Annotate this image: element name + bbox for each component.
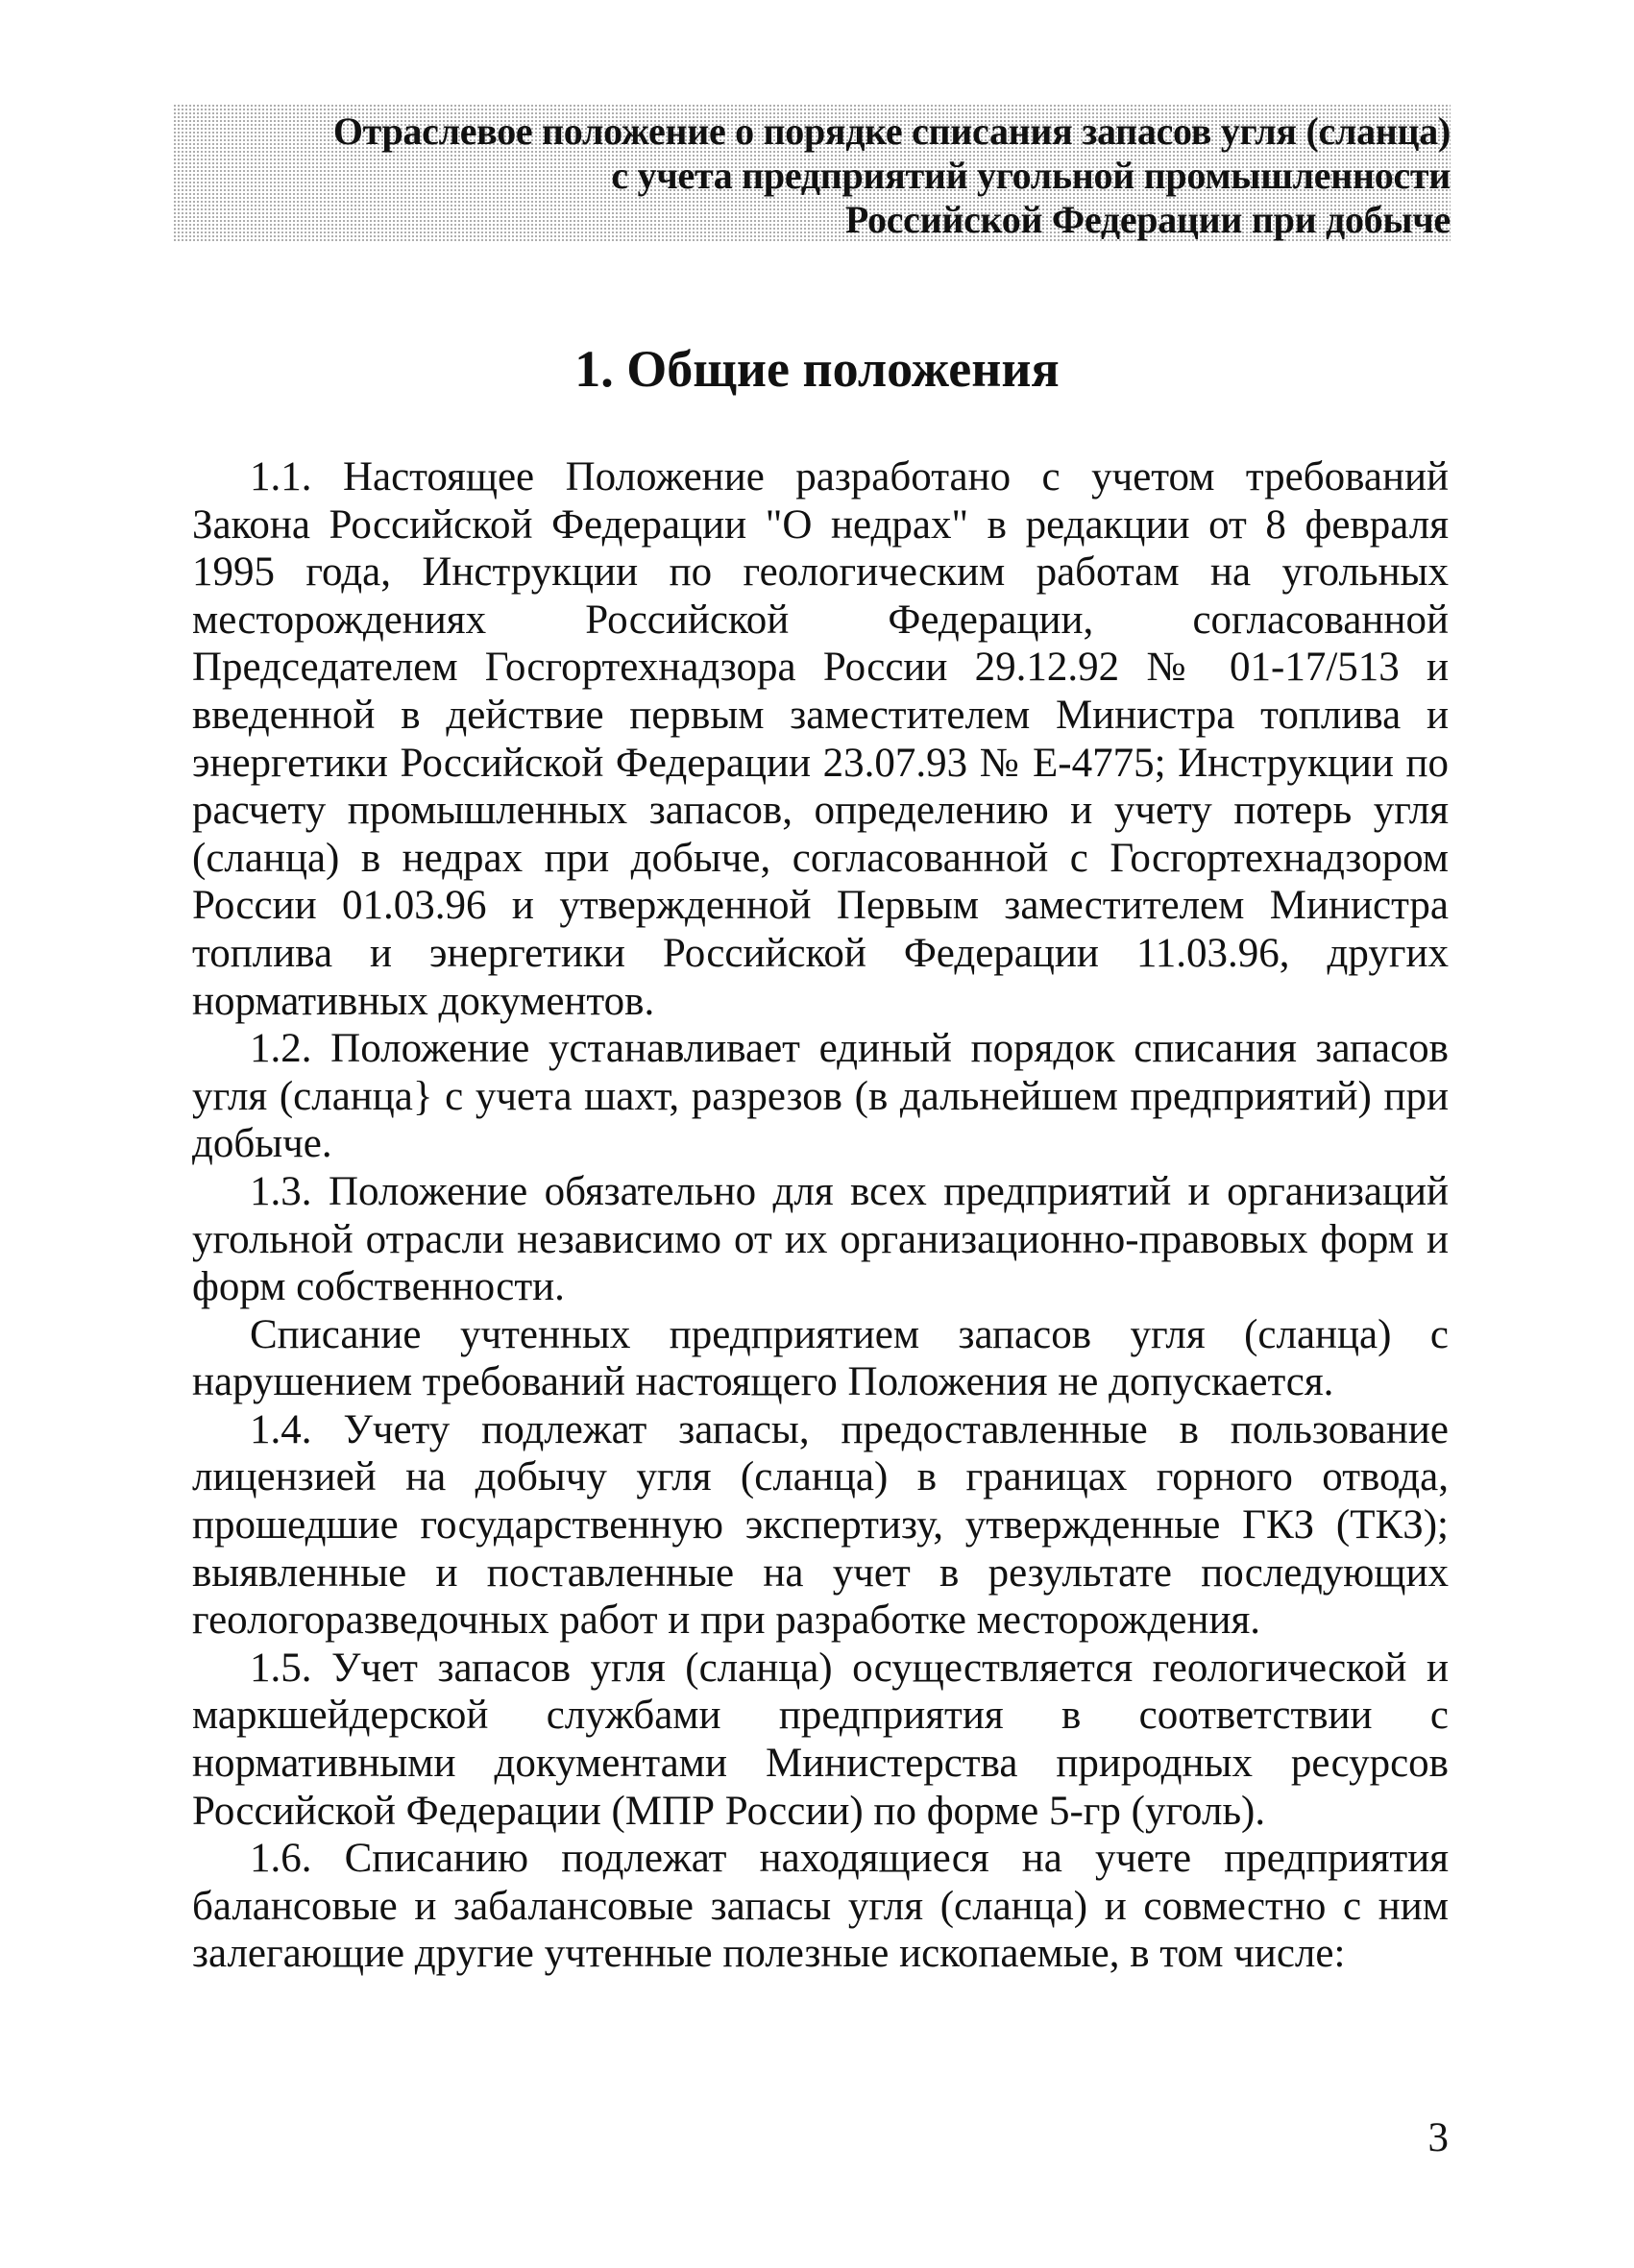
running-header-line-1: Отраслевое положение о порядке списания запасов угля (сланца) — [332, 110, 1451, 153]
running-header-line-3: Российской Федерации при добыче — [844, 198, 1451, 241]
paragraph-1-2: 1.2. Положение устанавливает единый порядок списания запасов угля (сланца} с учета шахт, разрезов (в дальнейшем предприятий) при добыче. — [192, 1026, 1449, 1167]
section-title: 1. Общие положения — [574, 340, 1060, 398]
paragraph-1-3-note: Списание учтенных предприятием запасов угля (сланца) с нарушением требований настоящего Положения не допускается. — [192, 1311, 1449, 1405]
paragraph-1-4: 1.4. Учету подлежат запасы, предоставленные в пользование лицензией на добычу угля (сланца) в границах горного отвода, прошедшие государственную экспертизу, утвержденные ГКЗ (ТКЗ); выявленные и поставленные на учет в результате последующих геологоразведочных работ и при разработке месторождения. — [192, 1406, 1449, 1644]
page-number: 3 — [1427, 2115, 1449, 2160]
running-header — [173, 104, 1451, 243]
running-header-line-2: с учета предприятий угольной промышленности — [611, 154, 1451, 197]
paragraph-1-5: 1.5. Учет запасов угля (сланца) осуществляется геологической и маркшейдерской службами предприятия в соответствии с нормативными документами Министерства природных ресурсов Российской Федерации (МПР России) по форме 5-гр (уголь). — [192, 1645, 1449, 1834]
paragraph-1-1: 1.1. Настоящее Положение разработано с учетом требований Закона Российской Федерации "О недрах" в редакции от 8 февраля 1995 года, Инструкции по геологическим работам на угольных месторождениях Российской Федерации, согласованной Председателем Госгортехнадзора России 29.12.92 № 01-17/513 и введенной в действие первым заместителем Министра топлива и энергетики Российской Федерации 23.07.93 № Е-4775; Инструкции по расчету промышленных запасов, определению и учету потерь угля (сланца) в недрах при добыче, согласованной с Госгортехнадзором России 01.03.96 и утвержденной Первым заместителем Министра топлива и энергетики Российской Федерации 11.03.96, других нормативных документов. — [192, 454, 1449, 1024]
paragraph-1-3: 1.3. Положение обязательно для всех предприятий и организаций угольной отрасли независимо от их организационно-правовых форм и форм собственности. — [192, 1168, 1449, 1310]
body-text — [192, 453, 1449, 1978]
paragraph-1-6: 1.6. Списанию подлежат находящиеся на учете предприятия балансовые и забалансовые запасы угля (сланца) и совместно с ним залегающие другие учтенные полезные ископаемые, в том числе: — [192, 1836, 1449, 1977]
